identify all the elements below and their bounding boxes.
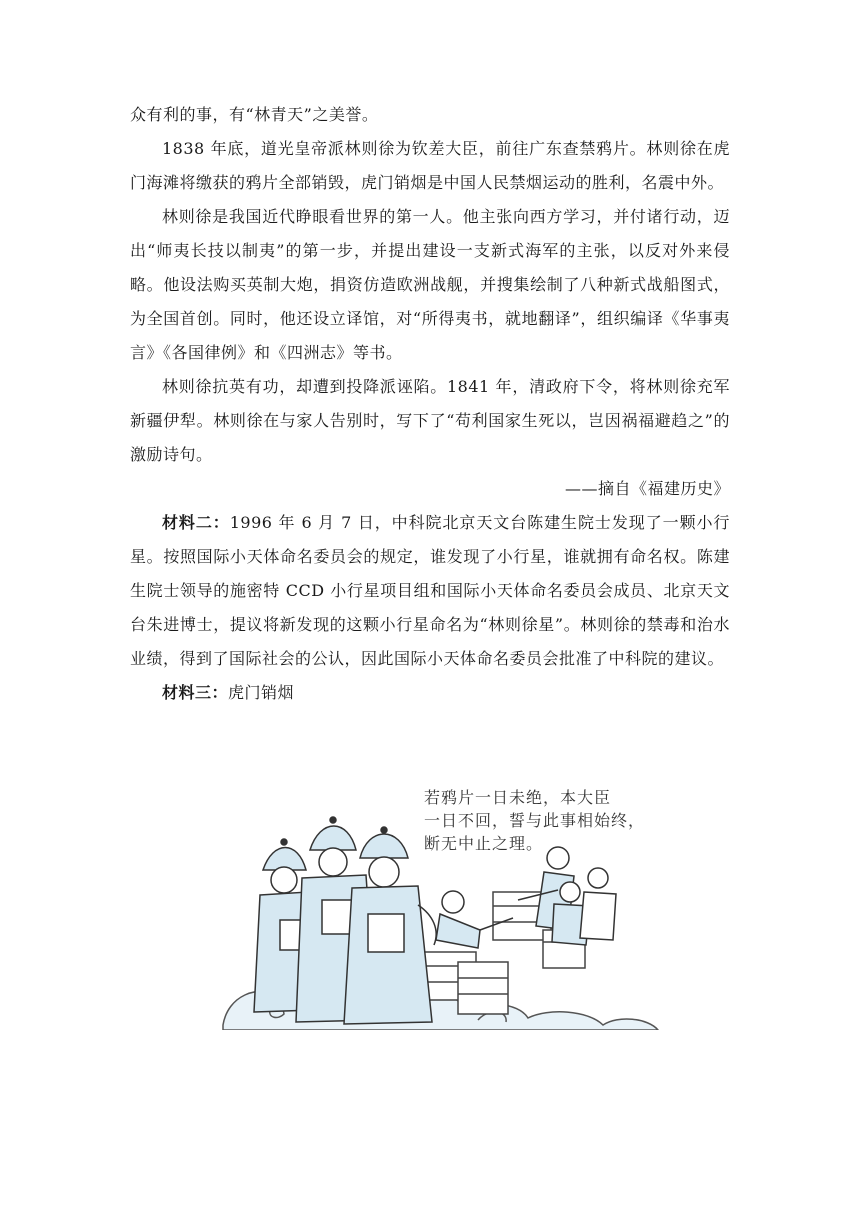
paragraph-2: 1838 年底，道光皇帝派林则徐为钦差大臣，前往广东查禁鸦片。林则徐在虎门海滩将缴获的鸦片全部销毁，虎门销烟是中国人民禁烟运动的胜利，名震中外。 bbox=[130, 139, 730, 192]
material-two-text: 1996 年 6 月 7 日，中科院北京天文台陈建生院士发现了一颗小行星。按照国际小天体命名委员会的规定，谁发现了小行星，谁就拥有命名权。陈建生院士领导的施密特 CCD 小行星项目组和国际小天体命名委员会成员、北京天文台朱进博士，提议将新发现的这颗小行星命名为“林则徐星”。林则徐的禁毒和治水业绩，得到了国际社会的公认，因此国际小天体命名委员会批准了中科院的建议。 bbox=[130, 513, 730, 668]
material-three-text: 虎门销烟 bbox=[228, 683, 295, 702]
material-two-label: 材料二： bbox=[162, 513, 230, 532]
speech-line-2: 一日不回，誓与此事相始终， bbox=[424, 811, 646, 830]
paragraph-4: 林则徐抗英有功，却遭到投降派诬陷。1841 年，清政府下令，将林则徐充军新疆伊犁。林则徐在与家人告别时，写下了“苟利国家生死以，岂因祸福避趋之”的激励诗句。 bbox=[130, 377, 730, 464]
speech-line-1: 若鸦片一日未绝，本大臣 bbox=[424, 788, 612, 807]
speech-line-3: 断无中止之理。 bbox=[424, 834, 544, 853]
material-three bbox=[130, 676, 730, 710]
speech-bubble bbox=[424, 786, 684, 855]
document-body bbox=[130, 98, 730, 710]
paragraph-1: 众有利的事，有“林青天”之美誉。 bbox=[130, 105, 379, 124]
material-two bbox=[130, 506, 730, 676]
source-citation: ——摘自《福建历史》 bbox=[564, 479, 730, 498]
material-three-label: 材料三： bbox=[162, 683, 229, 702]
paragraph-3: 林则徐是我国近代睁眼看世界的第一人。他主张向西方学习，并付诸行动，迈出“师夷长技以制夷”的第一步，并提出建设一支新式海军的主张，以反对外来侵略。他设法购买英制大炮，捐资仿造欧洲战舰，并搜集绘制了八种新式战船图式，为全国首创。同时，他还设立译馆，对“所得夷书，就地翻译”，组织编译《华事夷言》《各国律例》和《四洲志》等书。 bbox=[130, 207, 730, 362]
official-figures bbox=[254, 817, 436, 1024]
